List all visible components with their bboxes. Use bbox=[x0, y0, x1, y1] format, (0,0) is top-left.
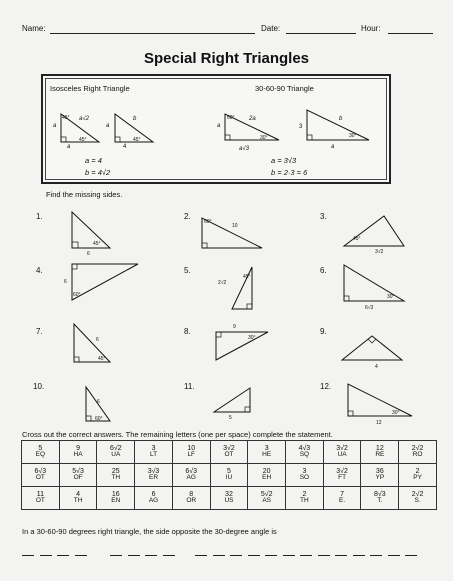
answer-cell[interactable] bbox=[135, 487, 173, 510]
problem-number: 6. bbox=[320, 266, 327, 275]
answer-cell[interactable] bbox=[210, 487, 248, 510]
hypotenuse-label: b bbox=[339, 116, 343, 122]
answer-cell[interactable] bbox=[399, 487, 437, 510]
answer-value: 3 bbox=[302, 467, 307, 475]
answer-blank[interactable] bbox=[195, 555, 207, 556]
angle-label: 45° bbox=[353, 236, 361, 242]
angle-label: 30° bbox=[349, 133, 357, 139]
answer-value: 5√3 bbox=[72, 467, 84, 475]
answer-letters: SQ bbox=[299, 451, 310, 459]
answer-blank[interactable] bbox=[353, 555, 365, 556]
answer-value: 8√3 bbox=[374, 490, 386, 498]
answer-cell[interactable] bbox=[59, 487, 97, 510]
answer-value: 3√2 bbox=[336, 444, 348, 452]
answer-value: 3 bbox=[151, 444, 156, 452]
answer-blank[interactable] bbox=[230, 555, 242, 556]
answer-blank[interactable] bbox=[300, 555, 312, 556]
problem-9-triangle bbox=[340, 334, 406, 364]
answer-cell[interactable] bbox=[97, 487, 135, 510]
angle-label: 60° bbox=[73, 292, 81, 298]
answer-blank[interactable] bbox=[265, 555, 277, 556]
problem-number: 11. bbox=[184, 382, 195, 391]
problem-6-triangle bbox=[342, 263, 408, 305]
problem-number: 8. bbox=[184, 327, 191, 336]
side-label: a bbox=[331, 144, 335, 150]
answer-value: 2√2 bbox=[411, 444, 424, 452]
angle-label: 45° bbox=[133, 137, 141, 143]
answer-cell[interactable] bbox=[172, 464, 210, 487]
answer-letters: LF bbox=[187, 451, 196, 459]
answer-letters: UA bbox=[337, 451, 347, 459]
answer-value: 12 bbox=[375, 444, 384, 452]
hour-field[interactable] bbox=[388, 33, 433, 34]
side-label: a bbox=[53, 123, 57, 129]
answer-value: 3√3 bbox=[147, 467, 160, 475]
answer-row bbox=[22, 441, 437, 464]
hypotenuse-label: a√2 bbox=[79, 116, 89, 122]
answer-value: 2√2 bbox=[411, 490, 424, 498]
problem-number: 2. bbox=[184, 212, 191, 221]
answer-cell[interactable] bbox=[323, 441, 361, 464]
answer-letters: ER bbox=[149, 474, 159, 482]
answer-cell[interactable] bbox=[59, 441, 97, 464]
side-label: 10 bbox=[232, 223, 238, 229]
problem-number: 5. bbox=[184, 266, 191, 275]
answer-cell[interactable] bbox=[97, 441, 135, 464]
problem-number: 4. bbox=[36, 266, 43, 275]
reference-box bbox=[41, 74, 391, 184]
side-label: 12 bbox=[376, 420, 382, 426]
answer-blank[interactable] bbox=[145, 555, 157, 556]
problem-12-triangle bbox=[346, 382, 416, 420]
answer-letters: HA bbox=[73, 451, 83, 459]
answer-letters: OT bbox=[224, 451, 234, 459]
angle-label: 30° bbox=[260, 135, 268, 141]
answer-letters: RO bbox=[412, 451, 423, 459]
answer-value: 20 bbox=[262, 467, 271, 475]
thirty-sixty-answer-1: a = 3√3 bbox=[271, 156, 297, 165]
angle-label: 60° bbox=[204, 219, 212, 225]
problem-number: 9. bbox=[320, 327, 327, 336]
problem-3-triangle bbox=[342, 214, 406, 250]
statement-prompt: In a 30-60-90 degrees right triangle, the side opposite the 30-degree angle is bbox=[22, 527, 277, 536]
answer-cell[interactable] bbox=[286, 441, 324, 464]
answer-blank[interactable] bbox=[57, 555, 69, 556]
answer-value: 11 bbox=[36, 490, 44, 498]
side-label: 6 bbox=[64, 279, 67, 285]
answer-cell[interactable] bbox=[399, 441, 437, 464]
answer-value: 6√2 bbox=[109, 444, 122, 452]
answer-value: 2 bbox=[302, 490, 307, 498]
answer-value: 2 bbox=[415, 467, 420, 475]
problem-number: 3. bbox=[320, 212, 327, 221]
side-label: 6√3 bbox=[365, 305, 374, 311]
answer-value: 16 bbox=[111, 490, 120, 498]
answer-letters: TH bbox=[300, 497, 309, 505]
side-label: 3√2 bbox=[375, 249, 384, 255]
answer-value: 9 bbox=[76, 444, 81, 452]
answer-letters: AG bbox=[186, 474, 196, 482]
answer-value: 36 bbox=[375, 467, 384, 475]
isosceles-answer-1: a = 4 bbox=[85, 156, 102, 165]
problem-7-triangle bbox=[72, 322, 112, 366]
answer-letters: TH bbox=[111, 474, 121, 482]
answer-value: 5√2 bbox=[260, 490, 273, 498]
answer-cell[interactable] bbox=[248, 487, 286, 510]
angle-label: 45° bbox=[98, 356, 106, 362]
answer-blank[interactable] bbox=[248, 555, 260, 556]
answer-cell[interactable] bbox=[361, 464, 399, 487]
answer-cell[interactable] bbox=[286, 464, 324, 487]
side-label: a bbox=[217, 123, 221, 129]
answer-value: 3√2 bbox=[336, 467, 348, 475]
side-label: 9 bbox=[233, 324, 236, 330]
problem-8-triangle bbox=[214, 330, 272, 364]
angle-label: 45° bbox=[62, 115, 70, 121]
angle-label: 60° bbox=[227, 115, 235, 121]
answer-letters: FT bbox=[338, 474, 347, 482]
answer-letters: UA bbox=[111, 451, 121, 459]
isosceles-heading: Isosceles Right Triangle bbox=[50, 84, 130, 93]
side-label: 6 bbox=[97, 399, 100, 405]
answer-value: 32 bbox=[225, 490, 233, 498]
answer-cell[interactable] bbox=[172, 441, 210, 464]
angle-label: 45° bbox=[79, 137, 87, 143]
angle-label: 30° bbox=[387, 294, 395, 300]
answer-letters: PY bbox=[413, 474, 422, 482]
answer-cell[interactable] bbox=[248, 441, 286, 464]
answer-cell[interactable] bbox=[286, 487, 324, 510]
side-label: a√3 bbox=[239, 146, 249, 152]
answer-cell[interactable] bbox=[399, 464, 437, 487]
problem-number: 1. bbox=[36, 212, 43, 221]
answer-blank[interactable] bbox=[318, 555, 330, 556]
answer-blank[interactable] bbox=[388, 555, 400, 556]
answer-value: 6√3 bbox=[185, 467, 198, 475]
answer-blank[interactable] bbox=[213, 555, 225, 556]
answer-value: 5 bbox=[227, 467, 231, 475]
answer-letters: OT bbox=[35, 474, 45, 482]
answer-cell[interactable] bbox=[135, 464, 173, 487]
angle-label: 45° bbox=[243, 274, 251, 280]
answer-value: 3 bbox=[264, 444, 269, 452]
answer-value: 6 bbox=[151, 490, 156, 498]
cross-out-instructions: Cross out the correct answers. The remaining letters (one per space) complete the statement. bbox=[22, 430, 333, 439]
isosceles-answer-2: b = 4√2 bbox=[85, 168, 111, 177]
hypotenuse-label: 2a bbox=[249, 116, 256, 122]
hour-label: Hour: bbox=[361, 24, 381, 33]
answer-cell[interactable] bbox=[172, 487, 210, 510]
answer-cell[interactable] bbox=[22, 464, 60, 487]
answer-letters: T. bbox=[377, 497, 383, 505]
side-label: 2√2 bbox=[218, 280, 227, 286]
answer-blank[interactable] bbox=[335, 555, 347, 556]
answer-row bbox=[22, 487, 437, 510]
side-label: a bbox=[106, 123, 110, 129]
answer-cell[interactable] bbox=[361, 441, 399, 464]
angle-label: 60° bbox=[95, 416, 103, 422]
date-field[interactable] bbox=[286, 33, 356, 34]
answer-blank[interactable] bbox=[40, 555, 52, 556]
answer-value: 3√2 bbox=[223, 444, 235, 452]
answer-letters: SO bbox=[299, 474, 310, 482]
answer-blank[interactable] bbox=[22, 555, 34, 556]
answer-value: 10 bbox=[187, 444, 196, 452]
answer-letters: AG bbox=[148, 497, 159, 505]
thirty-sixty-triangle-b bbox=[305, 108, 373, 146]
problem-5-triangle bbox=[230, 265, 260, 313]
answer-cell[interactable] bbox=[210, 464, 248, 487]
answer-letters: E. bbox=[339, 497, 346, 505]
name-label: Name: bbox=[22, 24, 46, 33]
answer-letters: EQ bbox=[35, 451, 46, 459]
problem-number: 12. bbox=[320, 382, 332, 391]
side-label: 6 bbox=[87, 251, 90, 257]
angle-label: 30° bbox=[248, 335, 256, 341]
answer-letters: IU bbox=[225, 474, 233, 482]
answer-blank[interactable] bbox=[163, 555, 175, 556]
answer-cell[interactable] bbox=[59, 464, 97, 487]
answer-cell[interactable] bbox=[323, 464, 361, 487]
date-label: Date: bbox=[261, 24, 281, 33]
answer-blank[interactable] bbox=[370, 555, 382, 556]
answer-blank[interactable] bbox=[283, 555, 295, 556]
side-label: 3 bbox=[299, 124, 303, 130]
answer-letters: S. bbox=[414, 497, 421, 505]
side-label: 5 bbox=[229, 415, 232, 421]
thirty-sixty-answer-2: b = 2·3 = 6 bbox=[271, 168, 308, 177]
answer-blank[interactable] bbox=[110, 555, 122, 556]
answer-letters: US bbox=[224, 497, 234, 505]
instructions: Find the missing sides. bbox=[46, 190, 123, 199]
answer-letters: AS bbox=[262, 497, 271, 505]
answer-letters: OF bbox=[73, 474, 83, 482]
answer-cell[interactable] bbox=[210, 441, 248, 464]
problem-number: 7. bbox=[36, 327, 43, 336]
problem-4-triangle bbox=[70, 262, 142, 304]
answer-row bbox=[22, 464, 437, 487]
angle-label: 45° bbox=[93, 241, 101, 247]
side-label: 4 bbox=[375, 364, 378, 370]
answer-value: 8 bbox=[189, 490, 194, 498]
answer-cell[interactable] bbox=[248, 464, 286, 487]
thirty-sixty-heading: 30-60-90 Triangle bbox=[255, 84, 314, 93]
answer-blank[interactable] bbox=[405, 555, 417, 556]
answer-letters: OR bbox=[186, 497, 197, 505]
problem-11-triangle bbox=[212, 386, 256, 416]
name-field[interactable] bbox=[50, 33, 255, 34]
problem-number: 10. bbox=[33, 382, 45, 391]
side-label: 4 bbox=[123, 144, 127, 150]
answer-blank[interactable] bbox=[128, 555, 140, 556]
answer-value: 25 bbox=[111, 467, 120, 475]
answer-cell[interactable] bbox=[22, 441, 60, 464]
answer-value: 5 bbox=[38, 444, 43, 452]
answer-value: 4√3 bbox=[298, 444, 311, 452]
answer-cell[interactable] bbox=[323, 487, 361, 510]
side-label: 6 bbox=[96, 337, 99, 343]
answer-blank[interactable] bbox=[75, 555, 87, 556]
answer-cell[interactable] bbox=[97, 464, 135, 487]
answer-letters: RE bbox=[375, 451, 385, 459]
angle-label: 30° bbox=[392, 410, 400, 416]
page-title: Special Right Triangles bbox=[143, 50, 310, 67]
answer-cell[interactable] bbox=[22, 487, 60, 510]
answer-value: 7 bbox=[340, 490, 345, 498]
answer-table bbox=[21, 440, 437, 510]
answer-letters: HE bbox=[262, 451, 272, 459]
answer-letters: TH bbox=[73, 497, 83, 505]
answer-letters: YP bbox=[375, 474, 385, 482]
answer-letters: LT bbox=[149, 451, 158, 459]
answer-letters: EN bbox=[111, 497, 121, 505]
answer-value: 6√3 bbox=[34, 467, 47, 475]
hypotenuse-label: b bbox=[133, 116, 137, 122]
answer-letters: OT bbox=[35, 497, 45, 505]
answer-value: 4 bbox=[76, 490, 81, 498]
answer-cell[interactable] bbox=[361, 487, 399, 510]
answer-cell[interactable] bbox=[135, 441, 173, 464]
side-label: a bbox=[67, 144, 71, 150]
answer-letters: EH bbox=[262, 474, 272, 482]
